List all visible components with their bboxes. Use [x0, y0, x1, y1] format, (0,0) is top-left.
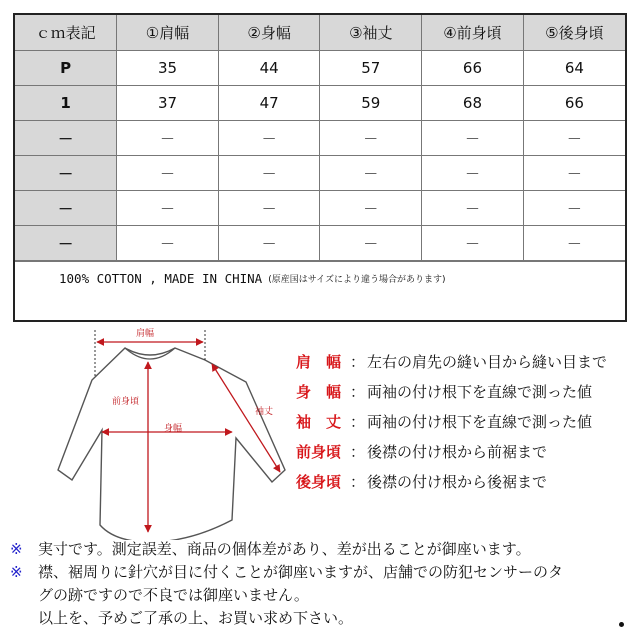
- table-cell: －: [320, 191, 422, 226]
- disclaimer-notes: [10, 538, 640, 630]
- table-cell: －: [320, 156, 422, 191]
- diagram-label-shoulder: 肩幅: [136, 329, 155, 339]
- table-cell: －: [523, 156, 625, 191]
- table-cell: 47: [218, 86, 320, 121]
- legend-colon: ：: [350, 472, 366, 491]
- legend-desc: 左右の肩先の縫い目から縫い目まで: [367, 352, 608, 371]
- note-mark: ※: [10, 563, 23, 581]
- header-sleeve: ③袖丈: [320, 15, 422, 51]
- table-row: [15, 191, 625, 226]
- row-size-label: －: [15, 121, 117, 156]
- legend-term: 身 幅: [296, 382, 342, 401]
- table-row: [15, 51, 625, 86]
- material-origin-note: (原産国はサイズにより違う場合があります): [268, 275, 446, 285]
- row-size-label: －: [15, 191, 117, 226]
- table-cell: －: [422, 121, 524, 156]
- table-cell: －: [523, 191, 625, 226]
- table-row: [15, 156, 625, 191]
- bullet-dot: [619, 622, 624, 627]
- table-cell: －: [320, 226, 422, 261]
- table-header-row: [15, 15, 625, 51]
- legend-item: [296, 436, 636, 466]
- legend-colon: ：: [350, 412, 366, 431]
- table-row: [15, 121, 625, 156]
- measurement-legend: [296, 346, 636, 496]
- diagram-label-body: 身幅: [164, 424, 183, 434]
- table-row: [15, 86, 625, 121]
- note-line: [10, 607, 640, 630]
- table-cell: －: [422, 191, 524, 226]
- table-cell: －: [117, 191, 219, 226]
- table-cell: 35: [117, 51, 219, 86]
- table-cell: －: [422, 156, 524, 191]
- diagram-label-sleeve: 袖丈: [255, 407, 274, 417]
- legend-item: [296, 466, 636, 496]
- header-shoulder: ①肩幅: [117, 15, 219, 51]
- header-back-length: ⑤後身頃: [523, 15, 625, 51]
- row-size-label: 1: [15, 86, 117, 121]
- legend-desc: 両袖の付け根下を直線で測った値: [367, 382, 593, 401]
- material-text: 100% COTTON , MADE IN CHINA: [59, 271, 263, 286]
- legend-item: [296, 346, 636, 376]
- table-cell: －: [218, 121, 320, 156]
- legend-term: 肩 幅: [296, 352, 342, 371]
- table-cell: 66: [523, 86, 625, 121]
- legend-colon: ：: [350, 382, 366, 401]
- table-cell: －: [218, 191, 320, 226]
- table-cell: －: [117, 156, 219, 191]
- garment-diagram: [40, 320, 300, 540]
- legend-term: 袖 丈: [296, 412, 342, 431]
- table-cell: －: [218, 226, 320, 261]
- material-line: [15, 261, 625, 295]
- header-body-width: ②身幅: [218, 15, 320, 51]
- table-cell: 57: [320, 51, 422, 86]
- note-line: [10, 584, 640, 607]
- legend-colon: ：: [350, 352, 366, 371]
- table-cell: 64: [523, 51, 625, 86]
- table-cell: －: [422, 226, 524, 261]
- note-text: グの跡ですので不良では御座いません。: [38, 586, 309, 604]
- header-front-length: ④前身頃: [422, 15, 524, 51]
- table-cell: 66: [422, 51, 524, 86]
- table-cell: －: [117, 121, 219, 156]
- note-text: 襟、裾周りに針穴が目に付くことが御座いますが、店舗での防犯センサーのタ: [38, 563, 564, 581]
- table-cell: －: [218, 156, 320, 191]
- legend-desc: 後襟の付け根から前裾まで: [367, 442, 548, 461]
- legend-colon: ：: [350, 442, 366, 461]
- legend-desc: 後襟の付け根から後裾まで: [367, 472, 548, 491]
- row-size-label: －: [15, 156, 117, 191]
- table-cell: 44: [218, 51, 320, 86]
- legend-item: [296, 376, 636, 406]
- diagram-label-front: 前身頃: [112, 397, 140, 407]
- table-cell: 37: [117, 86, 219, 121]
- note-line: [10, 538, 640, 561]
- legend-term: 前身頃: [296, 442, 342, 461]
- table-cell: 68: [422, 86, 524, 121]
- header-unit: ｃｍ表記: [15, 15, 117, 51]
- row-size-label: －: [15, 226, 117, 261]
- table-cell: －: [320, 121, 422, 156]
- note-text: 以上を、予めご了承の上、お買い求め下さい。: [38, 609, 354, 627]
- note-mark: ※: [10, 540, 23, 558]
- note-line: [10, 561, 640, 584]
- table-cell: －: [523, 226, 625, 261]
- legend-desc: 両袖の付け根下を直線で測った値: [367, 412, 593, 431]
- table-row: [15, 226, 625, 261]
- row-size-label: P: [15, 51, 117, 86]
- table-cell: －: [523, 121, 625, 156]
- table-cell: 59: [320, 86, 422, 121]
- legend-item: [296, 406, 636, 436]
- legend-term: 後身頃: [296, 472, 342, 491]
- size-table: [13, 13, 627, 322]
- table-cell: －: [117, 226, 219, 261]
- note-text: 実寸です。測定誤差、商品の個体差があり、差が出ることが御座います。: [38, 540, 531, 558]
